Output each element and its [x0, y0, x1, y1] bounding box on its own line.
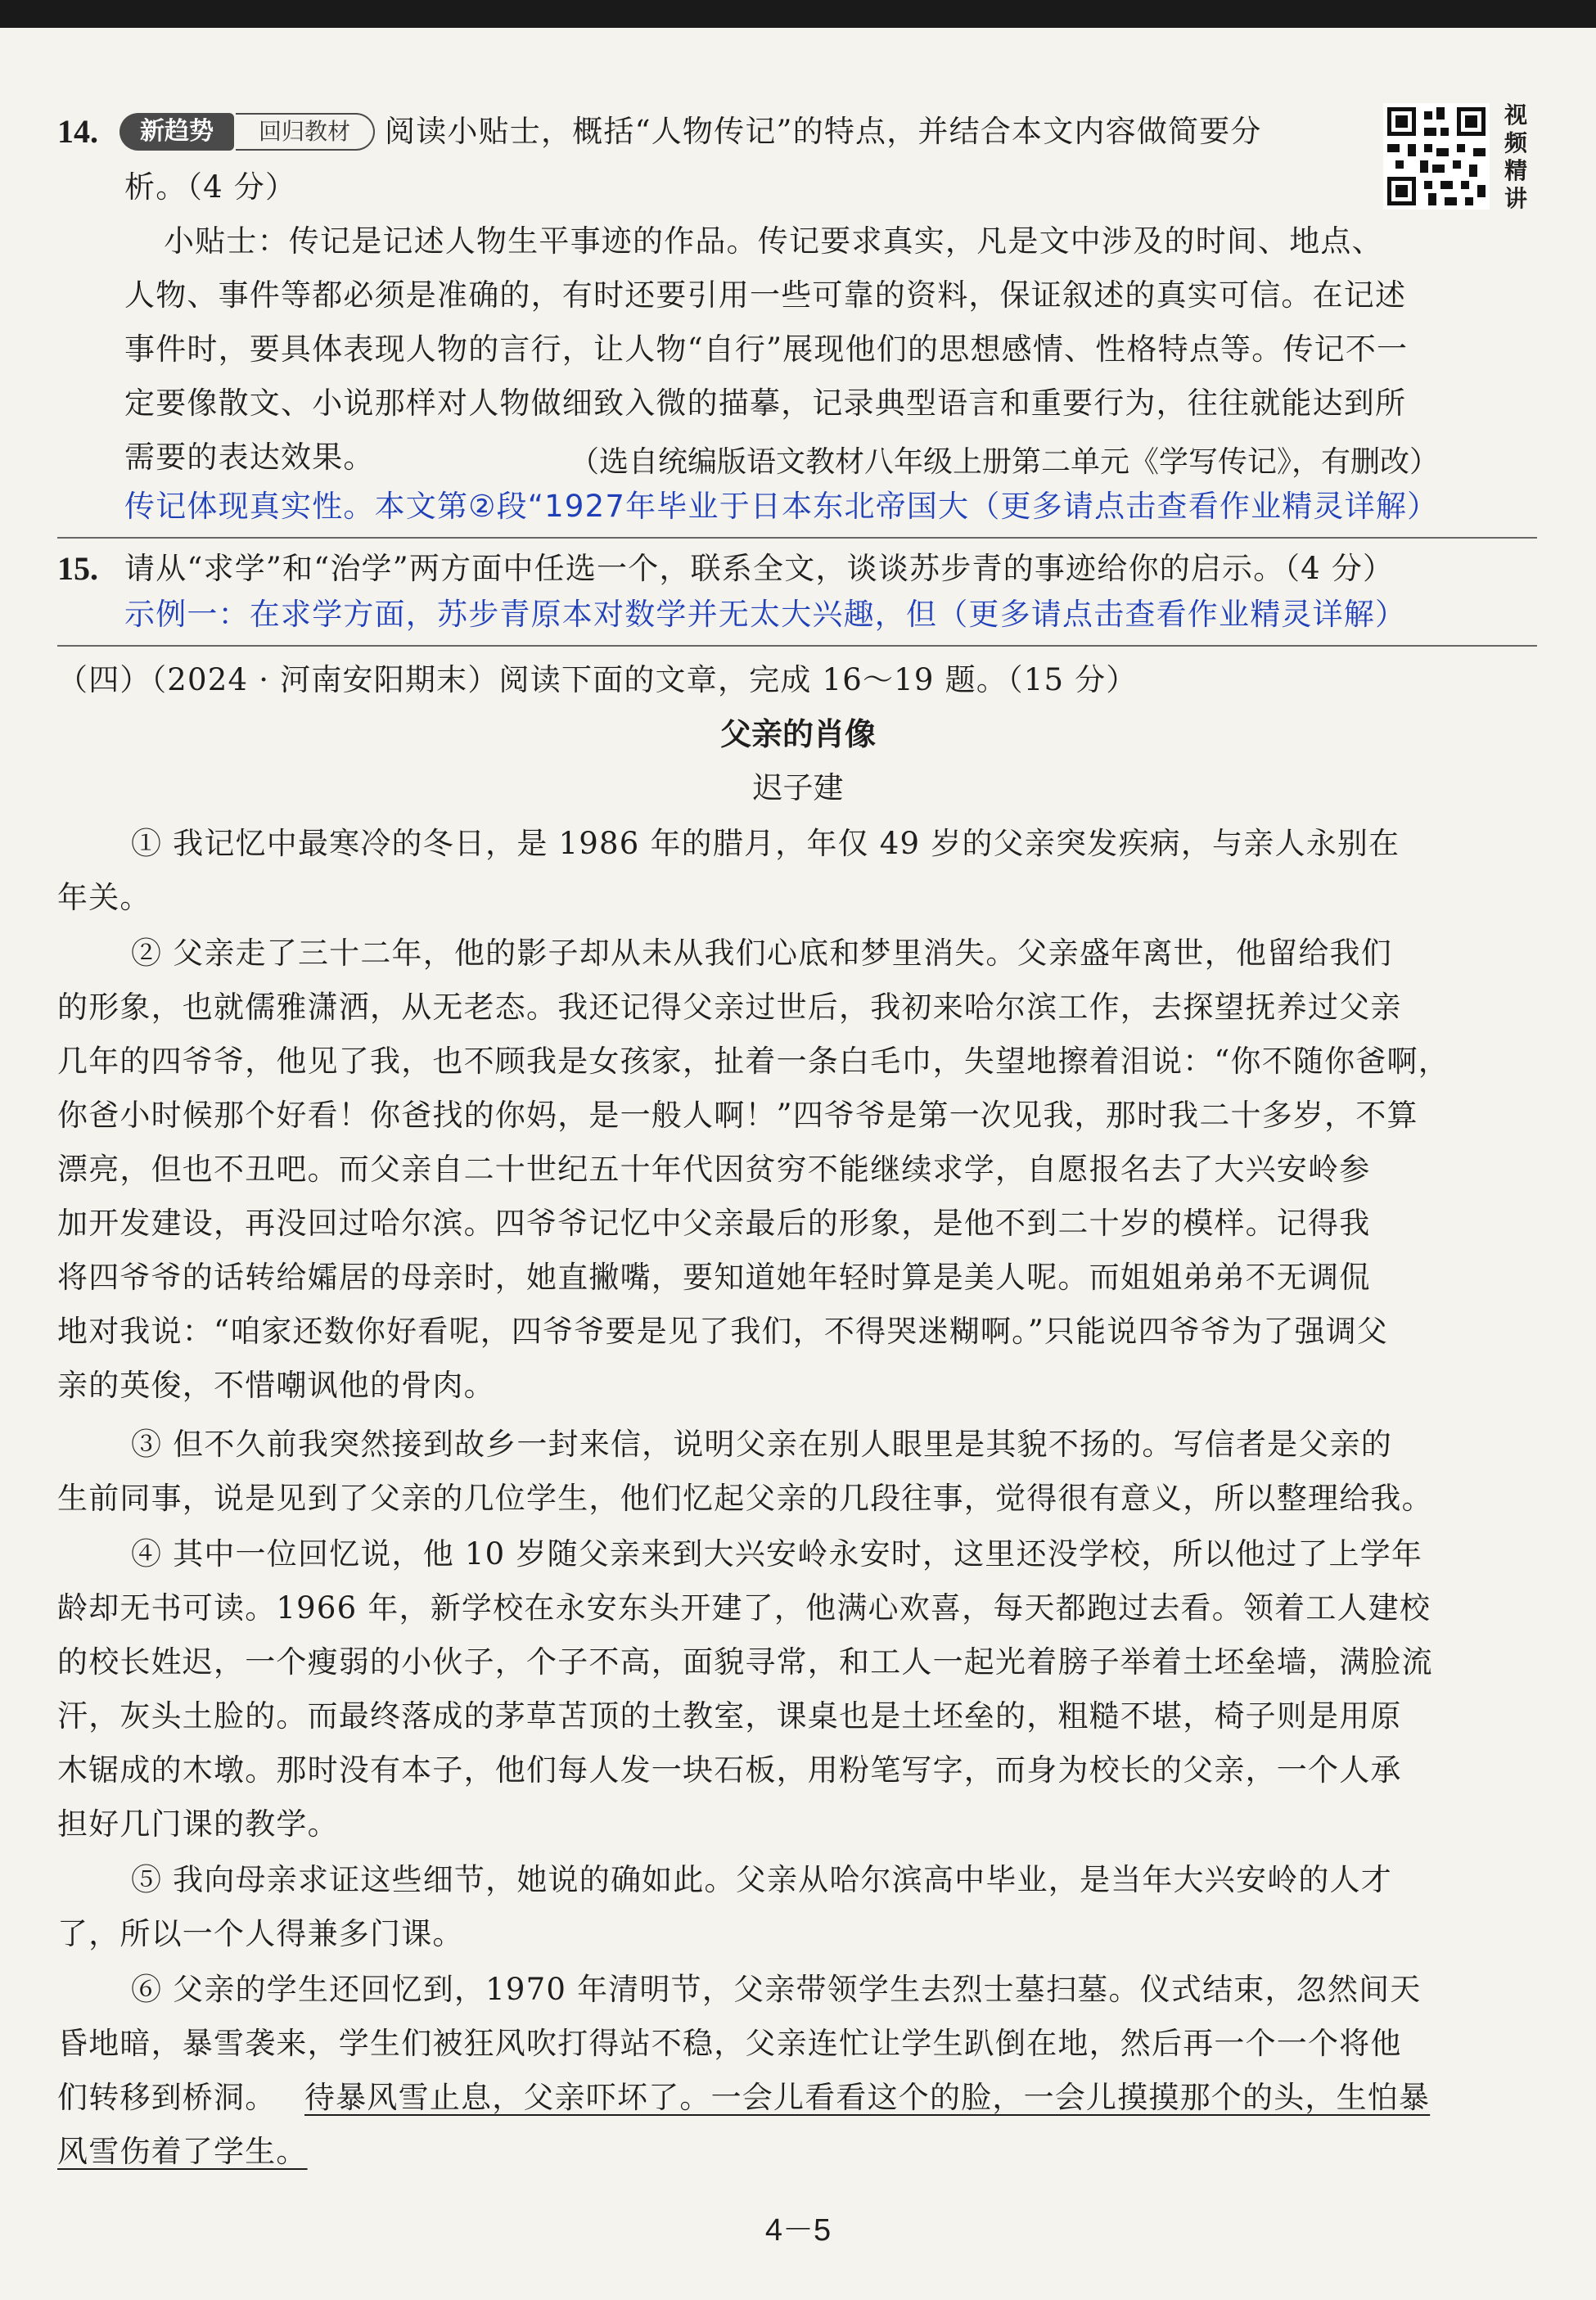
paragraph-line: 木锯成的木墩。那时没有本子，他们每人发一块石板，用粉笔写字，而身为校长的父亲，一个人承 — [57, 1752, 1402, 1788]
tip-line-1: 小贴士：传记是记述人物生平事迹的作品。传记要求真实，凡是文中涉及的时间、地点、 — [164, 223, 1383, 259]
question-15-text: 请从“求学”和“治学”两方面中任选一个，联系全文，谈谈苏步青的事迹给你的启示。（4 分） — [124, 551, 1395, 586]
paragraph-line: ③ 但不久前我突然接到故乡一封来信，说明父亲在别人眼里是其貌不扬的。写信者是父亲的 — [131, 1427, 1392, 1462]
paragraph-line: 汗，灰头土脸的。而最终落成的茅草苫顶的土教室，课桌也是土坯垒的，粗糙不堪，椅子则是用原 — [57, 1698, 1402, 1734]
paragraph-line: ⑥ 父亲的学生还回忆到，1970 年清明节，父亲带领学生去烈士墓扫墓。仪式结束，忽然间天 — [131, 1972, 1422, 2007]
paragraph-line: 年关。 — [57, 880, 151, 915]
answer-15[interactable]: 示例一：在求学方面，苏步青原本对数学并无太大兴趣，但（更多请点击查看作业精灵详解） — [124, 597, 1407, 632]
paragraph-line: 将四爷爷的话转给孀居的母亲时，她直撇嘴，要知道她年轻时算是美人呢。而姐姐弟弟不无调侃 — [57, 1260, 1371, 1295]
answer-14[interactable]: 传记体现真实性。本文第②段“1927年毕业于日本东北帝国大（更多请点击查看作业精灵详解） — [124, 489, 1439, 524]
underlined-sentence-cont: 风雪伤着了学生。 — [57, 2134, 308, 2169]
article-title: 父亲的肖像 — [719, 716, 876, 752]
paragraph-line: 地对我说：“咱家还数你好看呢，四爷爷要是见了我们，不得哭迷糊啊。”只能说四爷爷为了强调父 — [57, 1314, 1389, 1349]
video-label-char-1: 视 — [1504, 101, 1527, 129]
question-14-number: 14. — [57, 113, 98, 150]
back-to-textbook-badge: 回归教材 — [236, 113, 375, 151]
paragraph-line: 你爸小时候那个好看！你爸找的你妈，是一般人啊！”四爷爷是第一次见我，那时我二十多岁，不算 — [57, 1098, 1418, 1133]
paragraph-line: 几年的四爷爷，他见了我，也不顾我是女孩家，扯着一条白毛巾，失望地擦着泪说：“你不随你爸啊， — [57, 1044, 1449, 1079]
paragraph-line: 们转移到桥洞。 — [57, 2080, 277, 2115]
tip-source: （选自统编版语文教材八年级上册第二单元《学写传记》，有删改） — [570, 445, 1440, 479]
paragraph-line: 漂亮，但也不丑吧。而父亲自二十世纪五十年代因贫穷不能继续求学，自愿报名去了大兴安岭参 — [57, 1152, 1371, 1187]
tip-line-5: 需要的表达效果。 — [124, 440, 375, 475]
article-author: 迟子建 — [752, 770, 844, 805]
divider — [57, 645, 1537, 647]
paragraph-line: 昏地暗，暴雪袭来，学生们被狂风吹打得站不稳，父亲连忙让学生趴倒在地，然后再一个一个将他 — [57, 2026, 1402, 2061]
paragraph-line: ② 父亲走了三十二年，他的影子却从未从我们心底和梦里消失。父亲盛年离世，他留给我们 — [131, 936, 1392, 971]
new-trend-badge: 新趋势 — [119, 113, 234, 151]
tip-line-3: 事件时，要具体表现人物的言行，让人物“自行”展现他们的思想感情、性格特点等。传记不一 — [124, 331, 1409, 367]
video-label-char-2: 频 — [1504, 129, 1527, 156]
video-label-char-3: 精 — [1504, 157, 1527, 184]
paragraph-line: 龄却无书可读。1966 年，新学校在永安东头开建了，他满心欢喜，每天都跑过去看。领着工人建校 — [57, 1590, 1431, 1626]
divider — [57, 537, 1537, 539]
paragraph-line: ① 我记忆中最寒冷的冬日，是 1986 年的腊月，年仅 49 岁的父亲突发疾病，与亲人永别在 — [131, 826, 1400, 861]
question-14-text-cont: 析。（4 分） — [124, 169, 297, 205]
paragraph-line: 的校长姓迟，一个瘦弱的小伙子，个子不高，面貌寻常，和工人一起光着膀子举着土坯垒墙，满脸流 — [57, 1644, 1433, 1680]
paragraph-line: 生前同事，说是见到了父亲的几位学生，他们忆起父亲的几段往事，觉得很有意义，所以整理给我。 — [57, 1481, 1433, 1516]
tip-line-4: 定要像散文、小说那样对人物做细致入微的描摹，记录典型语言和重要行为，往往就能达到所 — [124, 386, 1407, 421]
paragraph-line: 的形象，也就儒雅潇洒，从无老态。我还记得父亲过世后，我初来哈尔滨工作，去探望抚养过父亲 — [57, 990, 1402, 1025]
paragraph-line: ④ 其中一位回忆说，他 10 岁随父亲来到大兴安岭永安时，这里还没学校，所以他过了上学年 — [131, 1536, 1423, 1572]
paragraph-line: ⑤ 我向母亲求证这些细节，她说的确如此。父亲从哈尔滨高中毕业，是当年大兴安岭的人才 — [131, 1862, 1392, 1897]
question-14-text: 阅读小贴士，概括“人物传记”的特点，并结合本文内容做简要分 — [385, 114, 1262, 149]
paragraph-line: 亲的英俊，不惜嘲讽他的骨肉。 — [57, 1368, 495, 1403]
paragraph-line: 了，所以一个人得兼多门课。 — [57, 1916, 464, 1951]
video-lecture-label — [1499, 101, 1532, 213]
paragraph-line: 加开发建设，再没回过哈尔滨。四爷爷记忆中父亲最后的形象，是他不到二十岁的模样。记得我 — [57, 1206, 1371, 1241]
page-number: 4－5 — [764, 2213, 832, 2248]
video-label-char-4: 讲 — [1504, 185, 1527, 212]
paragraph-line: 担好几门课的教学。 — [57, 1806, 339, 1842]
question-15-number: 15. — [57, 550, 98, 587]
section-4-intro: （四）（2024 · 河南安阳期末）阅读下面的文章，完成 16～19 题。（15 分） — [57, 662, 1138, 697]
tip-line-2: 人物、事件等都必须是准确的，有时还要引用一些可靠的资料，保证叙述的真实可信。在记述 — [124, 277, 1407, 313]
top-border — [0, 0, 1596, 28]
underlined-sentence: 待暴风雪止息，父亲吓坏了。一会儿看看这个的脸，一会儿摸摸那个的头，生怕暴 — [304, 2080, 1431, 2115]
qr-code-icon[interactable] — [1383, 103, 1490, 210]
